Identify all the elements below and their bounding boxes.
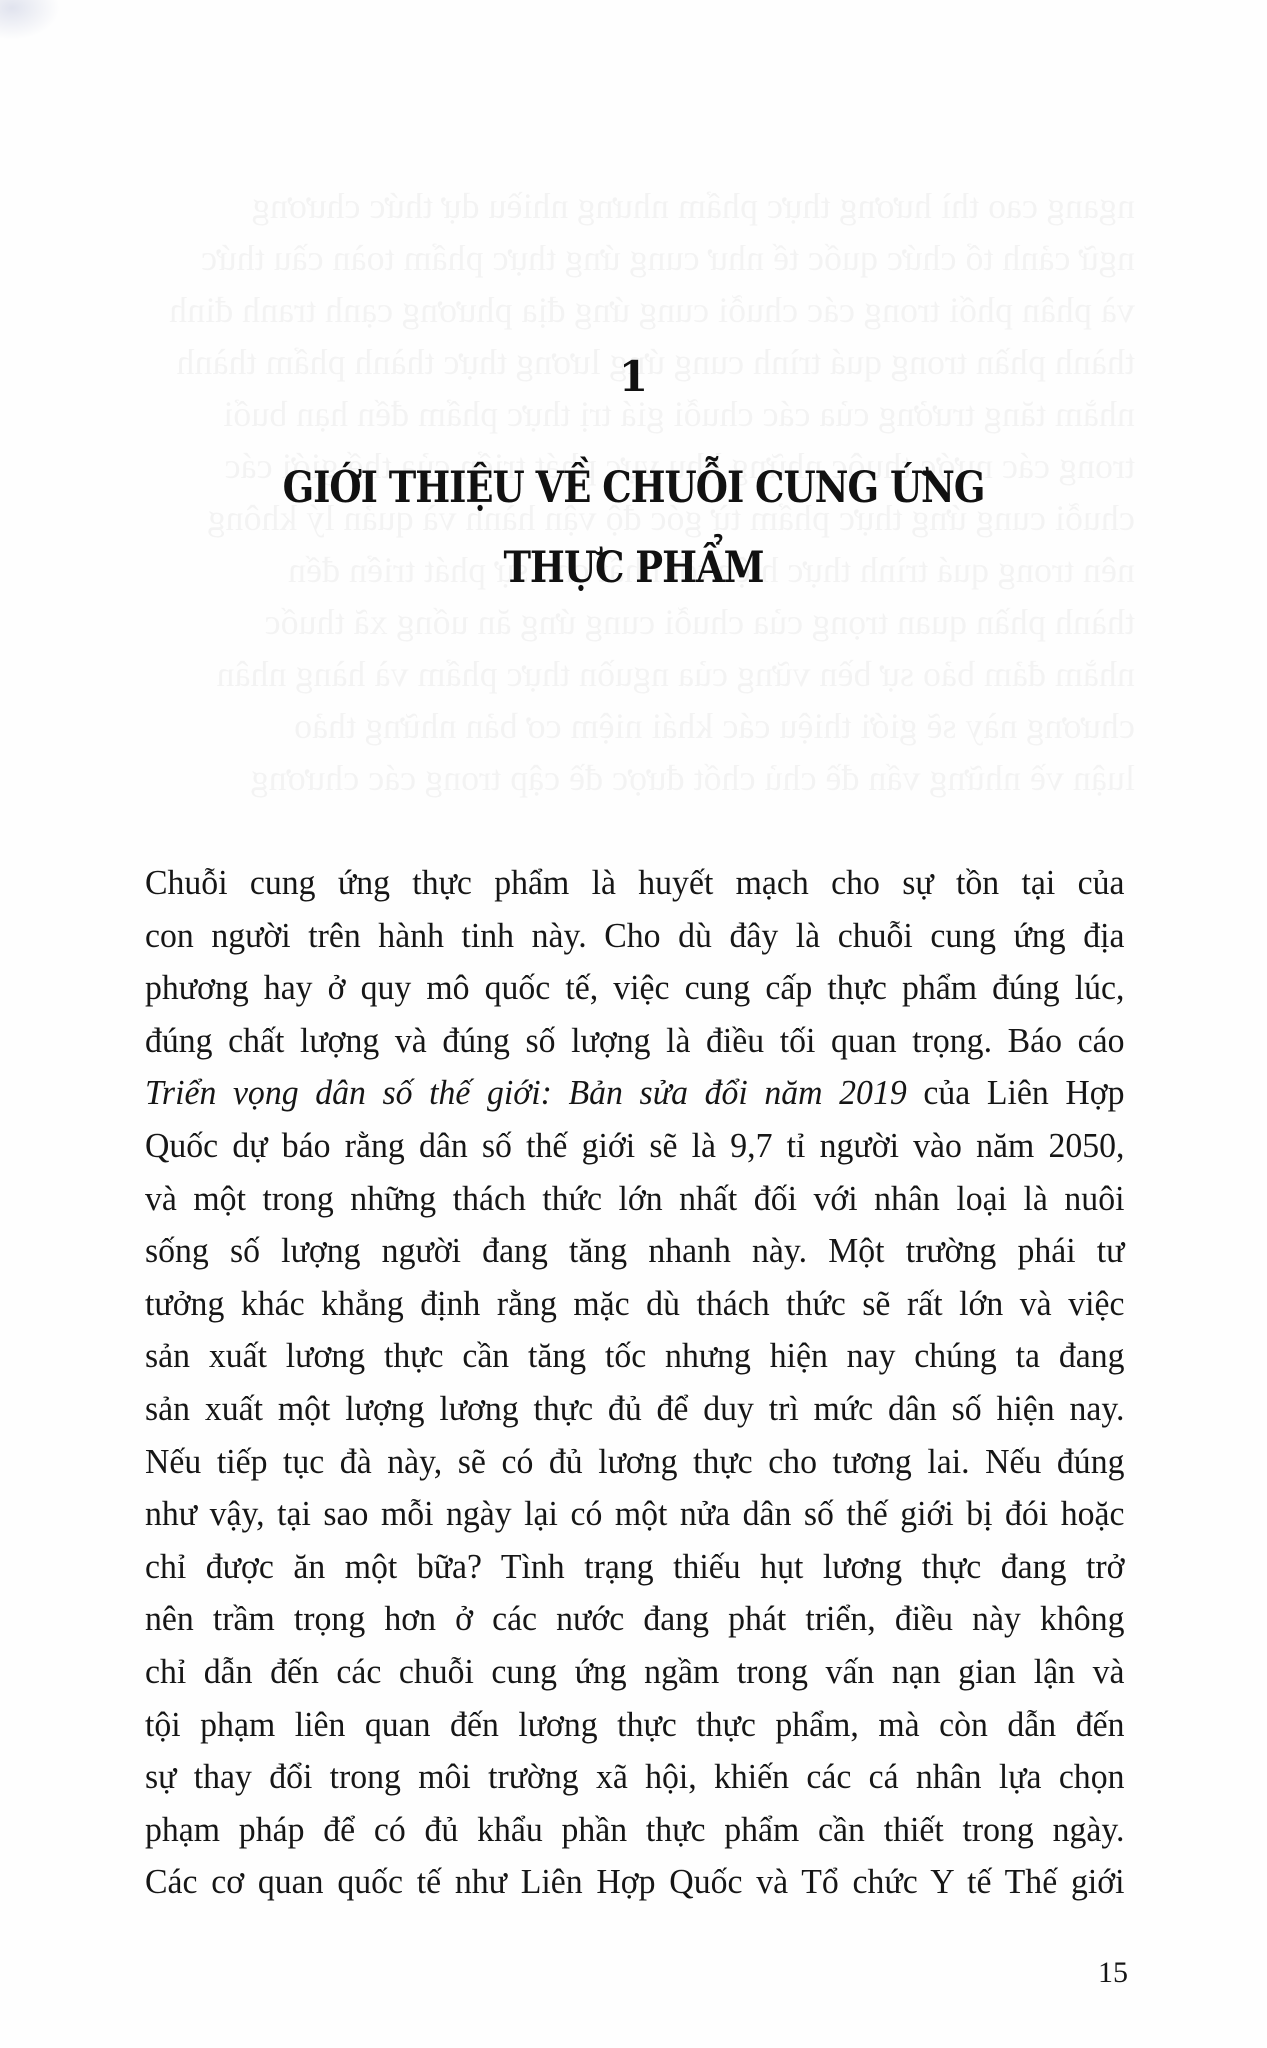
body-line: như vậy, tại sao mỗi ngày lại có một nửa dân số thế giới bị đói hoặc <box>145 1494 1125 1534</box>
chapter-title-line-2: THỰC PHẨM <box>503 543 764 593</box>
scan-smudge <box>0 0 60 40</box>
body-line: sản xuất một lượng lương thực đủ để duy trì mức dân số hiện nay. <box>145 1388 1125 1428</box>
body-line: và một trong những thách thức lớn nhất đối với nhân loại là nuôi <box>145 1178 1125 1218</box>
body-line: con người trên hành tinh này. Cho dù đây là chuỗi cung ứng địa <box>145 915 1125 955</box>
body-line: tưởng khác khẳng định rằng mặc dù thách thức sẽ rất lớn và việc <box>145 1283 1125 1323</box>
chapter-title-line-1: GIỚI THIỆU VỀ CHUỖI CUNG ỨNG <box>282 463 985 513</box>
italic-report-title: Triển vọng dân số thế giới: Bản sửa đổi năm 2019 <box>145 1073 907 1113</box>
body-line: nên trầm trọng hơn ở các nước đang phát triển, điều này không <box>145 1599 1125 1639</box>
body-line: Quốc dự báo rằng dân số thế giới sẽ là 9,7 tỉ người vào năm 2050, <box>145 1125 1125 1165</box>
body-line: Các cơ quan quốc tế như Liên Hợp Quốc và Tổ chức Y tế Thế giới <box>145 1862 1125 1902</box>
body-line: tội phạm liên quan đến lương thực thực phẩm, mà còn dẫn đến <box>145 1704 1125 1744</box>
body-line-with-italic-title: Triển vọng dân số thế giới: Bản sửa đổi năm 2019 của Liên Hợp <box>145 1073 1125 1113</box>
page-number: 15 <box>1098 1956 1128 1989</box>
body-line: Nếu tiếp tục đà này, sẽ có đủ lương thực cho tương lai. Nếu đúng <box>145 1441 1125 1481</box>
body-line: sống số lượng người đang tăng nhanh này. Một trường phái tư <box>145 1231 1125 1271</box>
chapter-number: 1 <box>618 352 649 401</box>
body-line: phạm pháp để có đủ khẩu phần thực phẩm cần thiết trong ngày. <box>145 1809 1125 1849</box>
body-line: Chuỗi cung ứng thực phẩm là huyết mạch cho sự tồn tại của <box>145 863 1125 902</box>
chapter-title <box>0 448 1267 608</box>
body-line: chỉ được ăn một bữa? Tình trạng thiếu hụt lương thực đang trở <box>145 1546 1125 1586</box>
body-line: chỉ dẫn đến các chuỗi cung ứng ngầm trong vấn nạn gian lận và <box>145 1651 1125 1691</box>
body-line: đúng chất lượng và đúng số lượng là điều tối quan trọng. Báo cáo <box>145 1020 1125 1060</box>
body-line: sản xuất lương thực cần tăng tốc nhưng hiện nay chúng ta đang <box>145 1336 1125 1376</box>
body-line: sự thay đổi trong môi trường xã hội, khiến các cá nhân lựa chọn <box>145 1757 1125 1797</box>
body-paragraph <box>145 857 1125 1909</box>
body-line: phương hay ở quy mô quốc tế, việc cung cấp thực phẩm đúng lúc, <box>145 968 1125 1008</box>
